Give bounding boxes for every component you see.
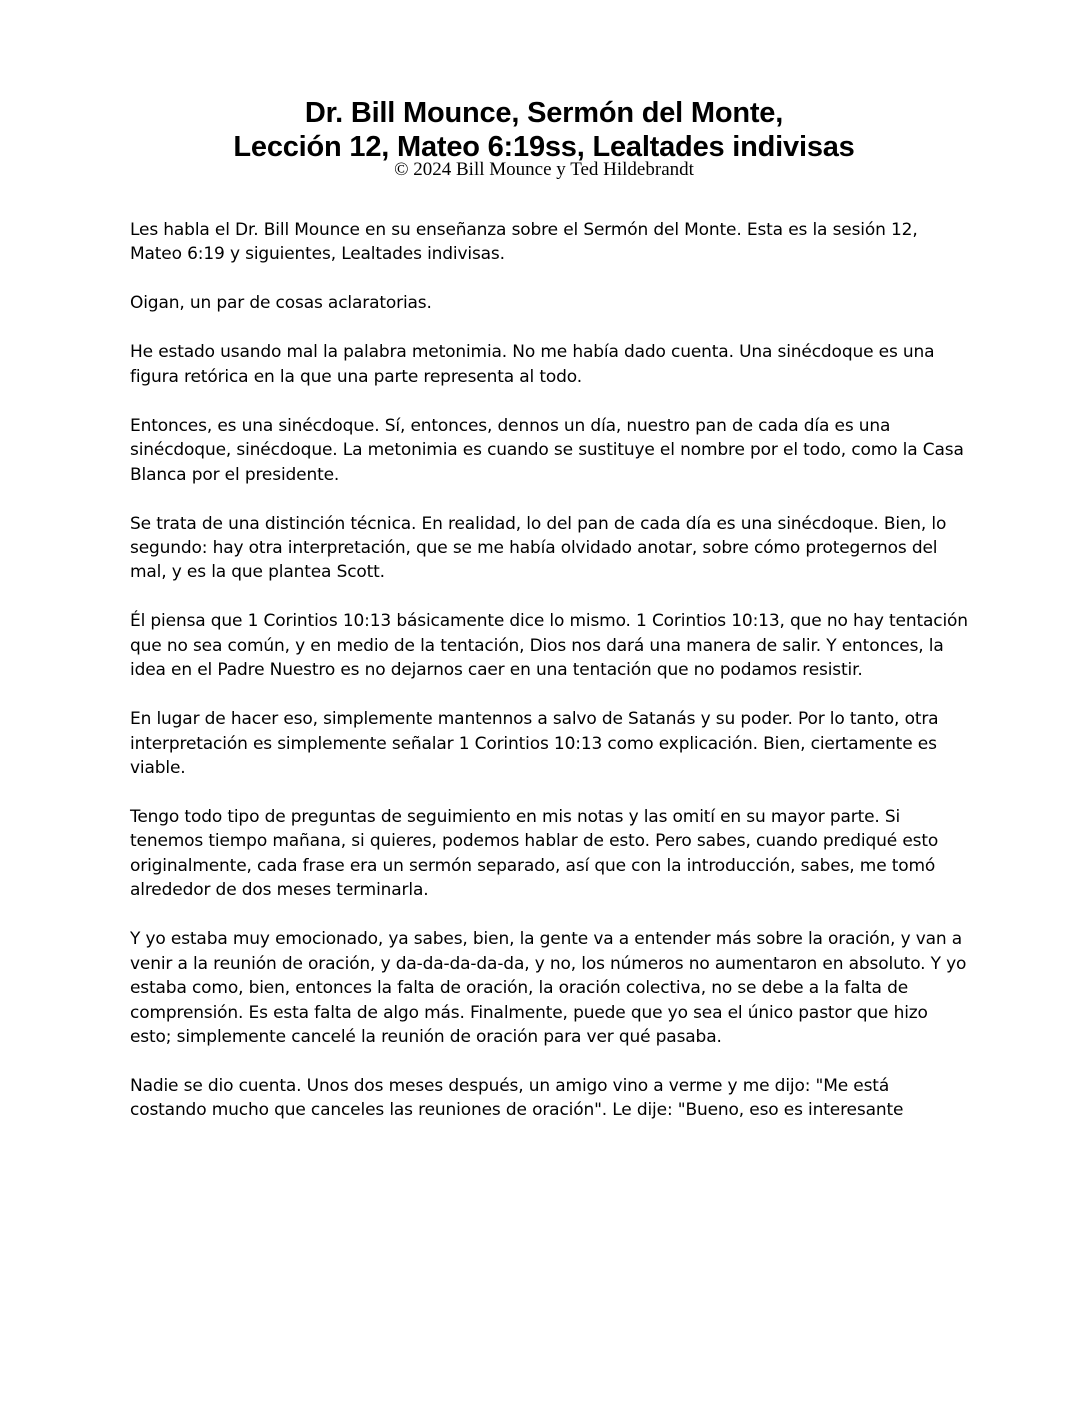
document-title-line-1: Dr. Bill Mounce, Sermón del Monte, bbox=[304, 97, 784, 129]
paragraph-8: Tengo todo tipo de preguntas de seguimiento en mis notas y las omití en su mayor parte. Si tenemos tiempo mañana, si quieres, podemos hablar de esto. Pero sabes, cuando prediqué esto originalmente, cada frase era un sermón separado, así que con la introducción, sabes, me tomó alrededor de dos meses terminarla. bbox=[130, 807, 939, 901]
document-title-line-2: Lección 12, Mateo 6:19ss, Lealtades indivisas bbox=[233, 131, 855, 163]
paragraph-3: He estado usando mal la palabra metonimia. No me había dado cuenta. Una sinécdoque es una figura retórica en la que una parte representa al todo. bbox=[130, 342, 935, 387]
copyright-line: © 2024 Bill Mounce y Ted Hildebrandt bbox=[394, 159, 694, 180]
paragraph-4: Entonces, es una sinécdoque. Sí, entonces, dennos un día, nuestro pan de cada día es una sinécdoque, sinécdoque. La metonimia es cuando se sustituye el nombre por el todo, como la Casa Blanca por el presidente. bbox=[130, 415, 964, 485]
paragraph-10: Nadie se dio cuenta. Unos dos meses después, un amigo vino a verme y me dijo: "Me está costando mucho que canceles las reuniones de oración". Le dije: "Bueno, eso es interesante bbox=[130, 1075, 904, 1121]
paragraph-1: Les habla el Dr. Bill Mounce en su enseñanza sobre el Sermón del Monte. Esta es la sesión 12, Mateo 6:19 y siguientes, Lealtades indivisas. bbox=[130, 220, 918, 265]
paragraph-5: Se trata de una distinción técnica. En realidad, lo del pan de cada día es una sinécdoque. Bien, lo segundo: hay otra interpretación, que se me había olvidado anotar, sobre cómo protegernos del mal, y es la que plantea Scott. bbox=[130, 513, 947, 583]
title-block bbox=[0, 96, 1088, 180]
paragraph-6: Él piensa que 1 Corintios 10:13 básicamente dice lo mismo. 1 Corintios 10:13, que no hay tentación que no sea común, y en medio de la tentación, Dios nos dará una manera de salir. Y entonces, la idea en el Padre Nuestro es no dejarnos caer en una tentación que no podamos resistir. bbox=[130, 611, 968, 681]
paragraph-2: Oigan, un par de cosas aclaratorias. bbox=[130, 293, 432, 314]
paragraph-9: Y yo estaba muy emocionado, ya sabes, bien, la gente va a entender más sobre la oración, y van a venir a la reunión de oración, y da-da-da-da-da, y no, los números no aumentaron en absoluto. Y yo estaba como, bien, entonces la falta de oración, la oración colectiva, no se debe a la falta de comprensión. Es esta falta de algo más. Finalmente, puede que yo sea el único pastor que hizo esto; simplemente cancelé la reunión de oración para ver qué pasaba. bbox=[130, 929, 967, 1047]
document-body bbox=[130, 218, 970, 1147]
paragraph-7: En lugar de hacer eso, simplemente mantennos a salvo de Satanás y su poder. Por lo tanto, otra interpretación es simplemente señalar 1 Corintios 10:13 como explicación. Bien, ciertamente es viable. bbox=[130, 709, 939, 779]
